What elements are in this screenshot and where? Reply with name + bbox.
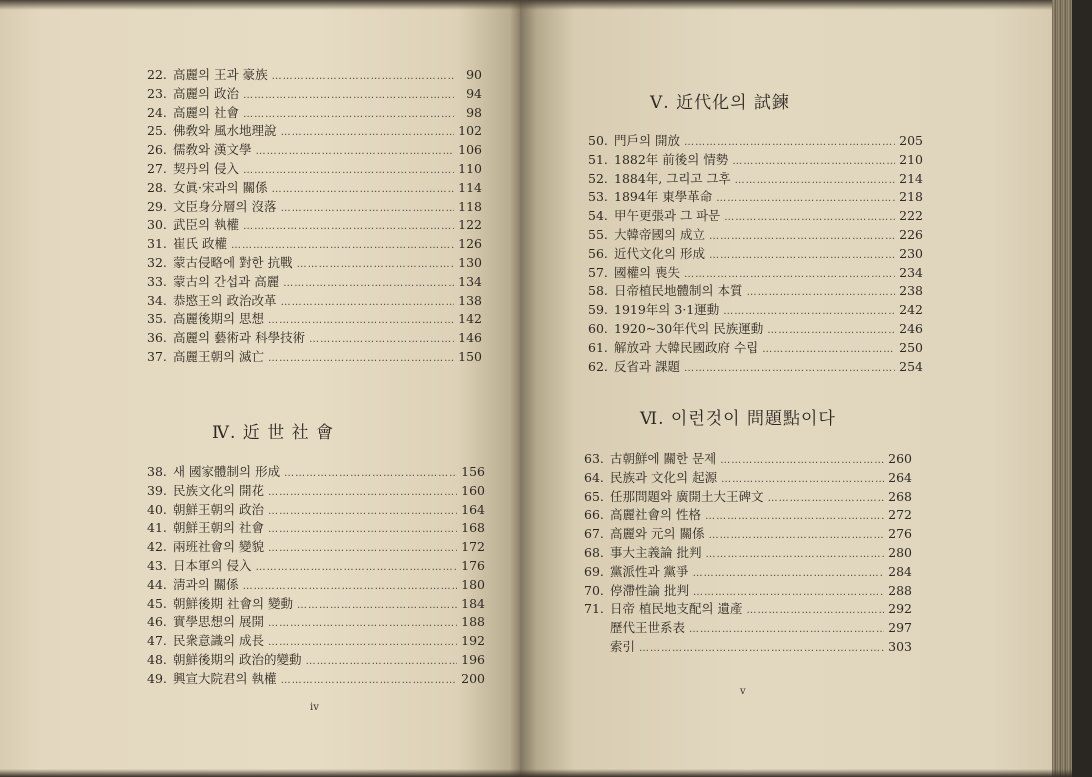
dot-leader	[709, 527, 884, 546]
toc-entry-title: 國權의 喪失	[614, 264, 681, 280]
toc-entry	[147, 632, 485, 651]
toc-list-joseon	[147, 463, 485, 689]
toc-entry-page: 230	[899, 245, 923, 261]
toc-entry-page: 156	[461, 464, 485, 479]
toc-entry-page: 280	[888, 544, 912, 560]
toc-entry-number: 69.	[584, 563, 604, 579]
toc-entry	[588, 320, 923, 339]
toc-entry	[584, 488, 912, 507]
toc-entry-number: 33.	[147, 273, 167, 289]
toc-entry-page: 160	[461, 482, 485, 498]
toc-entry-number: 71.	[584, 601, 604, 617]
dot-leader	[735, 172, 895, 191]
toc-entry-title: 停滯性論 批判	[610, 582, 689, 598]
toc-entry	[147, 595, 485, 614]
toc-entry	[588, 207, 923, 226]
toc-entry-title: 儒敎와 漢文學	[173, 142, 252, 158]
toc-entry-title: 1894年 東學革命	[614, 189, 713, 205]
toc-entry	[584, 450, 912, 469]
dot-leader	[684, 360, 895, 379]
dot-leader	[268, 615, 457, 634]
toc-entry-number: 27.	[147, 160, 167, 176]
toc-entry-title: 高麗의 王과 豪族	[173, 67, 268, 82]
page-edges	[1052, 0, 1072, 777]
toc-entry	[147, 179, 482, 198]
right-page	[520, 0, 1072, 777]
toc-entry	[588, 339, 923, 358]
toc-entry	[584, 469, 912, 488]
toc-entry-number: 44.	[147, 576, 167, 592]
toc-entry-number: 34.	[147, 292, 167, 308]
dot-leader	[268, 540, 457, 559]
toc-entry	[584, 544, 912, 563]
toc-entry-number: 22.	[147, 67, 167, 82]
dot-leader	[306, 653, 457, 672]
toc-entry-title: 崔氏 政權	[173, 236, 227, 252]
toc-entry-title: 大韓帝國의 成立	[614, 226, 706, 242]
toc-entry-page: 180	[461, 576, 485, 592]
toc-entry-number: 59.	[588, 302, 608, 318]
toc-entry-page: 260	[888, 451, 912, 466]
toc-entry-page: 218	[899, 189, 923, 205]
toc-entry-page: 130	[458, 254, 482, 270]
toc-entry-number: 39.	[147, 482, 167, 498]
left-page	[0, 0, 520, 777]
dot-leader	[281, 294, 454, 313]
dot-leader	[309, 331, 454, 350]
toc-entry-title: 高麗의 政治	[173, 85, 240, 101]
dot-leader	[768, 490, 884, 509]
dot-leader	[256, 143, 454, 162]
toc-entry-title: 文臣身分層의 沒落	[173, 198, 277, 214]
dot-leader	[297, 597, 457, 616]
toc-entry-number: 45.	[147, 595, 167, 611]
toc-entry-title: 契丹의 侵入	[173, 160, 240, 176]
toc-entry	[147, 292, 482, 311]
toc-entry-page: 118	[458, 198, 482, 214]
toc-entry	[588, 132, 923, 151]
toc-entry-title: 興宣大院君의 執權	[173, 670, 277, 686]
section-heading-v: Ⅴ. 近代化의 試鍊	[650, 93, 790, 113]
toc-entry	[588, 264, 923, 283]
dot-leader	[281, 672, 457, 691]
toc-entry-number: 24.	[147, 104, 167, 120]
toc-entry-page: 192	[461, 633, 485, 649]
toc-entry	[588, 170, 923, 189]
toc-entry-title: 佛敎와 風水地理說	[173, 123, 277, 139]
toc-entry-number: 68.	[584, 544, 604, 560]
dot-leader	[281, 200, 454, 219]
toc-entry-number: 51.	[588, 151, 608, 167]
toc-entry-page: 134	[458, 273, 482, 289]
toc-entry-page: 234	[899, 264, 923, 280]
toc-entry-page: 238	[899, 283, 923, 299]
toc-entry	[588, 151, 923, 170]
toc-entry-title: 近代文化의 形成	[614, 245, 706, 261]
dot-leader	[689, 621, 884, 640]
toc-entry	[588, 301, 923, 320]
toc-entry-page: 264	[888, 469, 912, 485]
toc-entry-number: 31.	[147, 236, 167, 252]
toc-list-modernization	[588, 132, 923, 376]
toc-entry-title: 1884年, 그리고 그후	[614, 170, 731, 186]
toc-entry-page: 168	[461, 520, 485, 536]
toc-entry	[147, 198, 482, 217]
toc-entry-title: 1919年의 3·1運動	[614, 302, 720, 318]
toc-entry-number: 55.	[588, 226, 608, 242]
toc-entry-page: 110	[458, 160, 482, 176]
toc-entry-page: 254	[899, 358, 923, 374]
toc-entry	[147, 160, 482, 179]
toc-entry-page: 205	[899, 133, 923, 148]
toc-entry-page: 102	[458, 123, 482, 139]
dot-leader	[297, 256, 454, 275]
toc-entry-page: 292	[888, 601, 912, 617]
toc-entry-number: 47.	[147, 633, 167, 649]
toc-entry-number: 29.	[147, 198, 167, 214]
toc-entry-page: 200	[461, 670, 485, 686]
toc-entry-page: 214	[899, 170, 923, 186]
toc-entry-title: 反省과 課題	[614, 358, 681, 374]
toc-entry-title: 日帝植民地體制의 本質	[614, 283, 743, 299]
toc-entry	[147, 557, 485, 576]
toc-entry	[147, 216, 482, 235]
toc-entry-title: 朝鮮後期 社會의 變動	[173, 595, 294, 611]
dot-leader	[243, 218, 454, 237]
toc-entry-page: 146	[458, 330, 482, 346]
toc-entry-page: 184	[461, 595, 485, 611]
toc-entry-page: 142	[458, 311, 482, 327]
toc-entry	[584, 619, 912, 638]
toc-entry-title: 歷代王世系表	[610, 620, 686, 636]
section-heading-iv: Ⅳ. 近 世 社 會	[212, 423, 335, 443]
toc-entry-page: 303	[888, 638, 912, 654]
toc-entry-title: 門戶의 開放	[614, 133, 681, 148]
toc-entry-page: 90	[466, 67, 482, 82]
toc-entry-page: 276	[888, 526, 912, 542]
toc-entry-number: 64.	[584, 469, 604, 485]
toc-entry	[584, 638, 912, 657]
toc-entry-page: 272	[888, 507, 912, 523]
dot-leader	[747, 284, 895, 303]
toc-entry-number: 62.	[588, 358, 608, 374]
toc-entry-title: 武臣의 執權	[173, 217, 240, 233]
toc-entry-page: 98	[466, 104, 482, 120]
toc-entry-title: 日帝 植民地支配의 遺產	[610, 601, 743, 617]
toc-entry-page: 242	[899, 302, 923, 318]
toc-entry-number: 43.	[147, 557, 167, 573]
toc-entry-page: 150	[458, 348, 482, 364]
toc-entry-page: 288	[888, 582, 912, 598]
page-shadow-bottom	[520, 769, 1072, 777]
toc-entry-page: 284	[888, 563, 912, 579]
toc-entry-number: 37.	[147, 348, 167, 364]
toc-entry	[584, 582, 912, 601]
section-heading-vi: Ⅵ. 이런것이 問題點이다	[640, 409, 836, 429]
toc-entry-number: 42.	[147, 539, 167, 555]
toc-entry-number: 32.	[147, 254, 167, 270]
dot-leader	[709, 247, 895, 266]
toc-entry	[147, 670, 485, 689]
toc-entry-page: 222	[899, 208, 923, 224]
toc-entry-number: 25.	[147, 123, 167, 139]
toc-entry-title: 새 國家體制의 形成	[173, 464, 281, 479]
dot-leader	[639, 640, 884, 659]
toc-entry-page: 188	[461, 614, 485, 630]
toc-entry-title: 朝鮮後期의 政治的變動	[173, 651, 302, 667]
toc-entry-page: 114	[458, 179, 482, 195]
dot-leader	[272, 181, 454, 200]
toc-entry-page: 176	[461, 557, 485, 573]
toc-entry-number: 46.	[147, 614, 167, 630]
toc-entry-title: 索引	[610, 638, 636, 654]
toc-entry-page: 210	[899, 151, 923, 167]
toc-entry-title: 民族文化의 開花	[173, 482, 265, 498]
toc-entry	[147, 122, 482, 141]
toc-entry-title: 兩班社會의 變貌	[173, 539, 265, 555]
toc-entry-number: 66.	[584, 507, 604, 523]
toc-entry-number: 54.	[588, 208, 608, 224]
toc-entry-title: 高麗社會의 性格	[610, 507, 702, 523]
dot-leader	[767, 322, 895, 341]
toc-entry	[147, 538, 485, 557]
toc-entry-title: 高麗王朝의 滅亡	[173, 348, 265, 364]
toc-entry	[588, 282, 923, 301]
toc-entry-number: 50.	[588, 133, 608, 148]
toc-entry	[584, 563, 912, 582]
toc-entry	[147, 66, 482, 85]
dot-leader	[268, 521, 457, 540]
toc-entry-title: 恭愍王의 政治改革	[173, 292, 277, 308]
toc-entry-number: 38.	[147, 464, 167, 479]
dot-leader	[256, 559, 457, 578]
toc-entry-title: 民族과 文化의 起源	[610, 469, 718, 485]
toc-entry-title: 1920~30年代의 民族運動	[614, 320, 764, 336]
toc-entry-page: 172	[461, 539, 485, 555]
toc-entry	[588, 188, 923, 207]
toc-entry	[147, 576, 485, 595]
toc-entry-title: 女眞·宋과의 關係	[173, 179, 268, 195]
toc-entry-title: 高麗와 元의 關係	[610, 526, 705, 542]
toc-entry-page: 94	[466, 85, 482, 101]
dot-leader	[243, 162, 454, 181]
toc-entry-title: 事大主義論 批判	[610, 544, 702, 560]
toc-entry	[584, 525, 912, 544]
dot-leader	[243, 87, 454, 106]
toc-entry-number: 23.	[147, 85, 167, 101]
dot-leader	[705, 508, 884, 527]
dot-leader	[272, 68, 454, 87]
toc-entry-title: 實學思想의 展開	[173, 614, 265, 630]
toc-entry-page: 138	[458, 292, 482, 308]
toc-entry-title: 高麗後期의 思想	[173, 311, 265, 327]
dot-leader	[268, 484, 457, 503]
toc-entry-number: 41.	[147, 520, 167, 536]
toc-entry-page: 246	[899, 320, 923, 336]
toc-entry-title: 解放과 大韓民國政府 수립	[614, 339, 759, 355]
toc-entry-number: 53.	[588, 189, 608, 205]
toc-entry	[147, 104, 482, 123]
toc-entry-number: 26.	[147, 142, 167, 158]
toc-entry	[584, 506, 912, 525]
dot-leader	[762, 341, 895, 360]
toc-list-problems	[584, 450, 912, 657]
toc-entry	[147, 463, 485, 482]
toc-entry-title: 黨派性과 黨爭	[610, 563, 689, 579]
toc-entry-number: 63.	[584, 451, 604, 466]
toc-entry	[147, 235, 482, 254]
toc-entry-title: 蒙古의 간섭과 高麗	[173, 273, 280, 289]
toc-entry-title: 任那問題와 廣開土大王碑文	[610, 488, 764, 504]
toc-entry	[147, 651, 485, 670]
toc-entry-number: 57.	[588, 264, 608, 280]
toc-entry	[147, 329, 482, 348]
toc-entry	[584, 600, 912, 619]
toc-list-goryeo	[147, 66, 482, 367]
toc-entry-number: 28.	[147, 179, 167, 195]
toc-entry-title: 1882年 前後의 情勢	[614, 151, 729, 167]
toc-entry-number: 52.	[588, 170, 608, 186]
toc-entry-title: 甲午更張과 그 파문	[614, 208, 721, 224]
toc-entry-page: 250	[899, 339, 923, 355]
dot-leader	[268, 503, 457, 522]
toc-entry-number: 60.	[588, 320, 608, 336]
toc-entry	[147, 254, 482, 273]
toc-entry-number: 36.	[147, 330, 167, 346]
dot-leader	[716, 190, 895, 209]
page-shadow-bottom	[0, 769, 520, 777]
toc-entry-page: 122	[458, 217, 482, 233]
toc-entry-number: 65.	[584, 488, 604, 504]
toc-entry	[588, 226, 923, 245]
page-number-right: v	[740, 686, 746, 697]
toc-entry-number: 35.	[147, 311, 167, 327]
toc-entry-title: 民衆意識의 成長	[173, 633, 265, 649]
dot-leader	[283, 275, 454, 294]
toc-entry-page: 106	[458, 142, 482, 158]
dot-leader	[732, 153, 895, 172]
dot-leader	[705, 546, 884, 565]
toc-entry-title: 朝鮮王朝의 政治	[173, 501, 265, 517]
toc-entry-title: 高麗의 社會	[173, 104, 240, 120]
toc-entry-number: 56.	[588, 245, 608, 261]
dot-leader	[268, 350, 454, 369]
toc-entry-number: 30.	[147, 217, 167, 233]
toc-entry-title: 日本軍의 侵入	[173, 557, 252, 573]
toc-entry	[147, 519, 485, 538]
toc-entry-number: 61.	[588, 339, 608, 355]
toc-entry	[147, 613, 485, 632]
dot-leader	[747, 602, 884, 621]
toc-entry-page: 226	[899, 226, 923, 242]
dot-leader	[281, 124, 454, 143]
toc-entry-number: 49.	[147, 670, 167, 686]
toc-entry-title: 古朝鮮에 關한 문제	[610, 451, 717, 466]
toc-entry-title: 朝鮮王朝의 社會	[173, 520, 265, 536]
dot-leader	[720, 452, 884, 471]
toc-entry-title: 蒙古侵略에 對한 抗戰	[173, 254, 293, 270]
toc-entry-page: 297	[888, 620, 912, 636]
toc-entry	[588, 358, 923, 377]
toc-entry-title: 淸과의 關係	[173, 576, 239, 592]
toc-entry-page: 164	[461, 501, 485, 517]
toc-entry	[147, 310, 482, 329]
dot-leader	[709, 228, 895, 247]
toc-entry-number: 67.	[584, 526, 604, 542]
toc-entry	[147, 348, 482, 367]
page-shadow-top	[0, 0, 520, 10]
toc-entry	[147, 482, 485, 501]
toc-entry	[147, 273, 482, 292]
dot-leader	[284, 465, 457, 484]
dot-leader	[693, 565, 884, 584]
toc-entry-page: 268	[888, 488, 912, 504]
toc-entry	[588, 245, 923, 264]
page-shadow-top	[520, 0, 1072, 10]
toc-entry-number: 70.	[584, 582, 604, 598]
toc-entry-page: 196	[461, 651, 485, 667]
toc-entry	[147, 85, 482, 104]
page-number-left: iv	[310, 702, 319, 713]
toc-entry-title: 高麗의 藝術과 科學技術	[173, 330, 306, 346]
dot-leader	[724, 209, 895, 228]
toc-entry	[147, 501, 485, 520]
toc-entry-number: 58.	[588, 283, 608, 299]
toc-entry-page: 126	[458, 236, 482, 252]
toc-entry-number: 40.	[147, 501, 167, 517]
toc-entry	[147, 141, 482, 160]
toc-entry-number: 48.	[147, 651, 167, 667]
